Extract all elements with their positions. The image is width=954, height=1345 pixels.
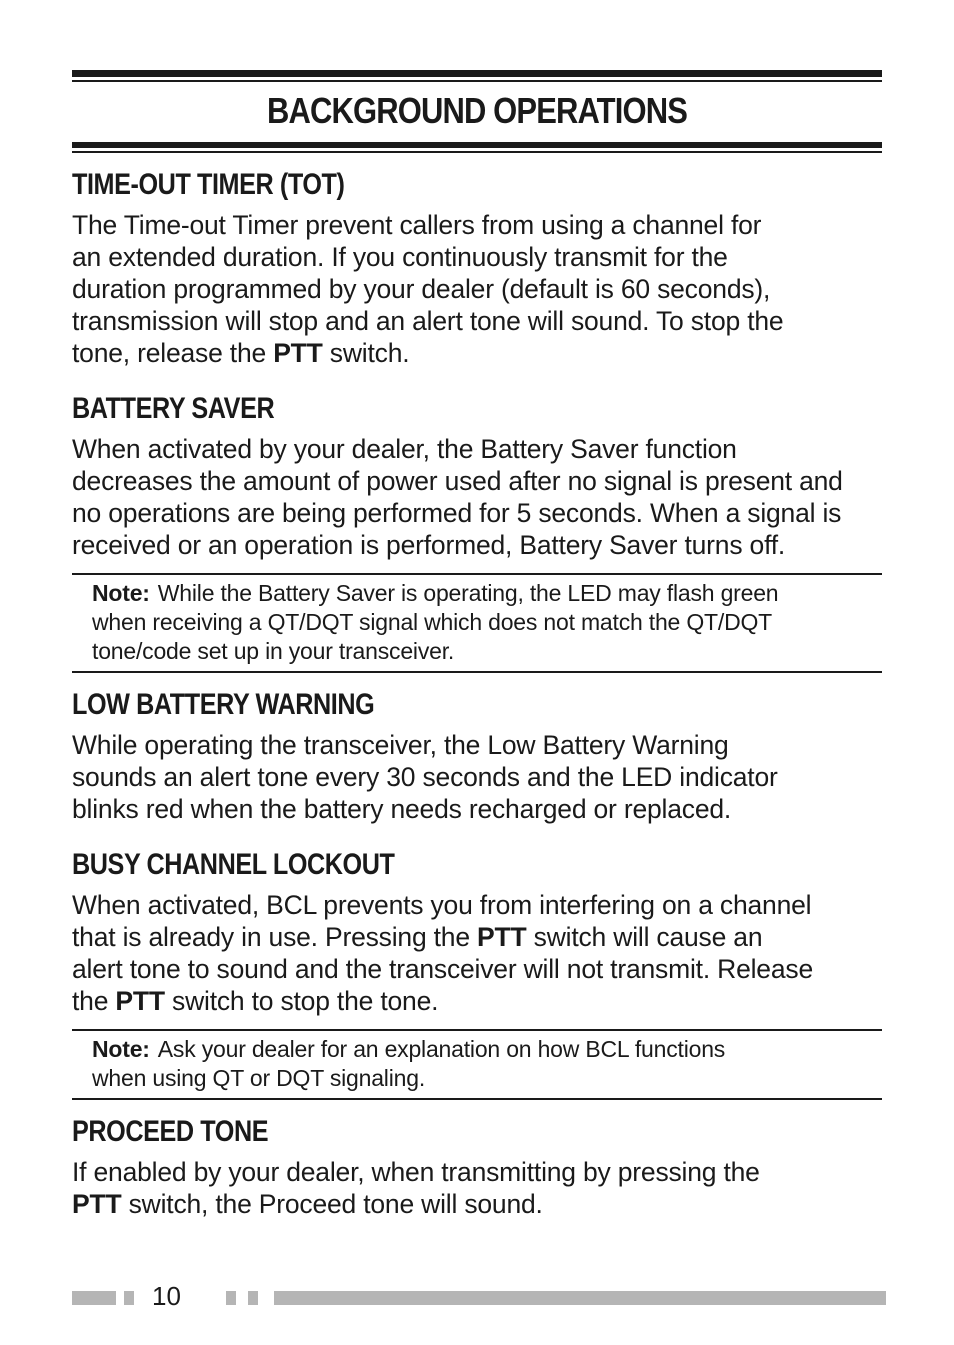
section-body (72, 209, 882, 369)
footer-bar-right (274, 1291, 886, 1305)
note-battery-saver (72, 573, 882, 673)
body-text: decreases the amount of power used after no signal is present and (72, 466, 843, 496)
section-heading: TIME-OUT TIMER (TOT) (72, 168, 345, 201)
body-text: received or an operation is performed, Battery Saver turns off. (72, 530, 786, 560)
body-text: that is already in use. Pressing the (72, 922, 478, 952)
section-low-battery-warning (72, 687, 882, 825)
note-label: Note: (92, 1036, 150, 1062)
footer-square (124, 1291, 134, 1305)
section-time-out-timer (72, 167, 882, 369)
body-text: switch, the Proceed tone will sound. (121, 1189, 543, 1219)
title-top-rule-thick (72, 70, 882, 77)
section-battery-saver (72, 391, 882, 561)
section-proceed-tone (72, 1114, 882, 1220)
body-text: tone, release the (72, 338, 274, 368)
note-text: tone/code set up in your transceiver. (92, 638, 455, 664)
ptt-emphasis: PTT (273, 338, 323, 368)
title-top-rule-thin (72, 80, 882, 82)
body-text: an extended duration. If you continuously transmit for the (72, 242, 728, 272)
section-heading: LOW BATTERY WARNING (72, 688, 375, 721)
body-text: the (72, 986, 116, 1016)
section-body (72, 729, 882, 825)
page (72, 70, 882, 1220)
section-heading: PROCEED TONE (72, 1115, 269, 1148)
body-text: alert tone to sound and the transceiver will not transmit. Release (72, 954, 813, 984)
page-footer (72, 1281, 886, 1311)
footer-bar-left (72, 1291, 116, 1305)
section-heading: BATTERY SAVER (72, 392, 275, 425)
body-text: no operations are being performed for 5 seconds. When a signal is (72, 498, 842, 528)
body-text: switch. (322, 338, 410, 368)
body-text: transmission will stop and an alert tone will sound. To stop the (72, 306, 784, 336)
body-text: switch will cause an (526, 922, 763, 952)
note-text: Ask your dealer for an explanation on how BCL functions (157, 1036, 726, 1062)
section-body (72, 1156, 882, 1220)
note-bcl (72, 1029, 882, 1100)
body-text: When activated, BCL prevents you from interfering on a channel (72, 890, 812, 920)
note-label: Note: (92, 580, 150, 606)
body-text: duration programmed by your dealer (default is 60 seconds), (72, 274, 771, 304)
note-text: when using QT or DQT signaling. (92, 1065, 426, 1091)
section-busy-channel-lockout (72, 847, 882, 1017)
title-bottom-rule-thick (72, 142, 882, 148)
section-body (72, 889, 882, 1017)
note-text: While the Battery Saver is operating, the LED may flash green (157, 580, 779, 606)
section-heading: BUSY CHANNEL LOCKOUT (72, 848, 395, 881)
title-bottom-rule-thin (72, 151, 882, 153)
body-text: blinks red when the battery needs recharged or replaced. (72, 794, 732, 824)
ptt-emphasis: PTT (115, 986, 165, 1016)
note-text: when receiving a QT/DQT signal which does not match the QT/DQT (92, 609, 773, 635)
footer-square (248, 1291, 258, 1305)
footer-square (226, 1291, 236, 1305)
ptt-emphasis: PTT (477, 922, 527, 952)
body-text: The Time-out Timer prevent callers from using a channel for (72, 210, 762, 240)
section-body (72, 433, 882, 561)
body-text: When activated by your dealer, the Battery Saver function (72, 434, 737, 464)
ptt-emphasis: PTT (72, 1189, 122, 1219)
page-title: BACKGROUND OPERATIONS (267, 90, 687, 131)
body-text: switch to stop the tone. (164, 986, 439, 1016)
body-text: If enabled by your dealer, when transmitting by pressing the (72, 1157, 760, 1187)
body-text: sounds an alert tone every 30 seconds and the LED indicator (72, 762, 778, 792)
page-number: 10 (152, 1281, 181, 1311)
body-text: While operating the transceiver, the Low Battery Warning (72, 730, 729, 760)
